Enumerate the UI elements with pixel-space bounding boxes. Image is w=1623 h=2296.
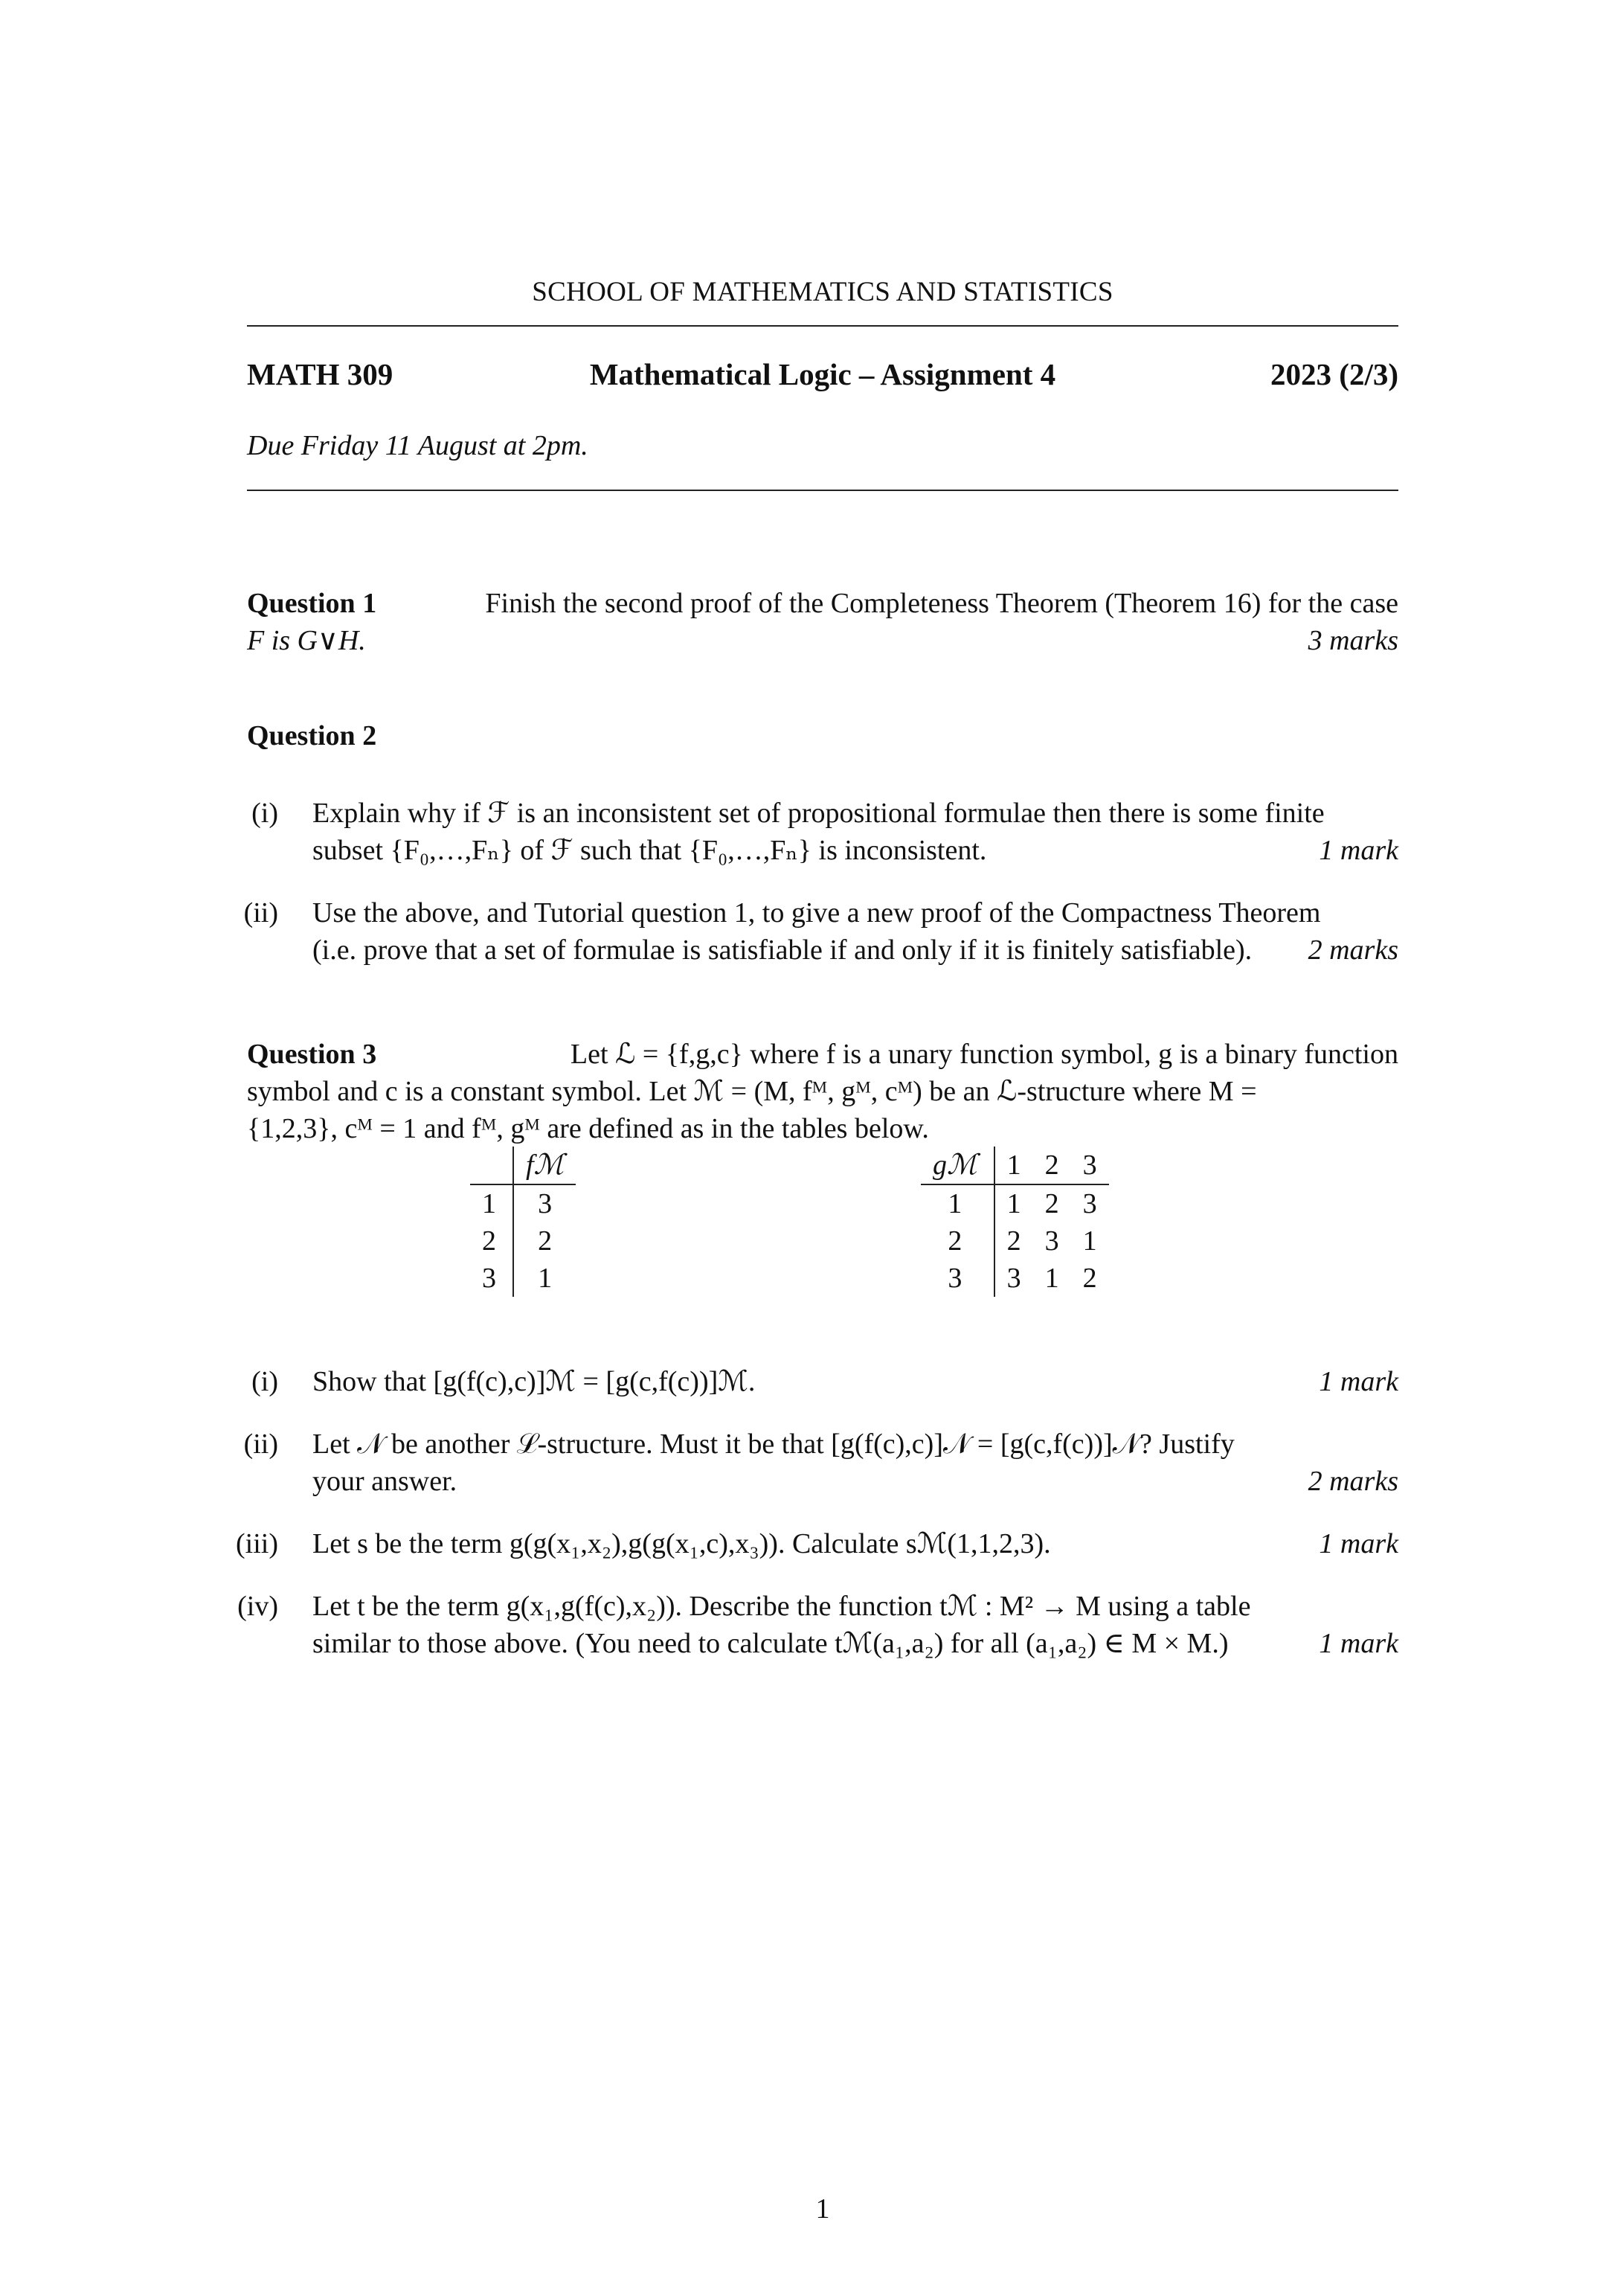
- question-3-text-line3: {1,2,3}, cᴹ = 1 and fᴹ, gᴹ are defined as in the tables below.: [247, 1113, 929, 1144]
- part-text-line2: your answer.: [312, 1466, 457, 1497]
- f-table-row: [470, 1184, 576, 1222]
- f-table-cell: 2: [470, 1222, 513, 1260]
- g-table-header-cell: 1: [994, 1147, 1033, 1184]
- g-table-cell: 3: [1082, 1188, 1097, 1219]
- f-table-header: fℳ: [513, 1147, 576, 1184]
- assignment-title: Mathematical Logic – Assignment 4: [589, 357, 1056, 391]
- g-table-row: [921, 1260, 1109, 1297]
- part-text-line1: Explain why if ℱ is an inconsistent set of propositional formulae then there is some finite: [312, 798, 1325, 829]
- part-text-line1: Let t be the term g(x₁,g(f(c),x₂)). Describe the function tℳ : M² → M using a table: [312, 1591, 1251, 1622]
- part-marks: 1 mark: [1319, 1528, 1398, 1559]
- g-table: [921, 1147, 1109, 1297]
- header-rule-bottom: [247, 490, 1398, 491]
- g-table-cell: 2: [1006, 1225, 1021, 1257]
- f-table-row: [470, 1222, 576, 1260]
- f-table-corner: [470, 1147, 513, 1184]
- g-table-row: [921, 1184, 1109, 1222]
- part-number: (ii): [243, 897, 278, 929]
- part-text-line1: Show that [g(f(c),c)]ℳ = [g(c,f(c))]ℳ.: [312, 1366, 756, 1397]
- part-marks: 1 mark: [1319, 1628, 1398, 1659]
- g-table-header-cell: gℳ: [921, 1147, 994, 1184]
- question-2: [247, 717, 1398, 754]
- question-1-marks: 3 marks: [1308, 625, 1398, 656]
- f-table-cell: 3: [538, 1188, 553, 1219]
- g-table-cell: 1: [1006, 1188, 1021, 1219]
- course-code: MATH 309: [247, 357, 393, 391]
- part-number: (iv): [237, 1591, 278, 1622]
- school-heading: SCHOOL OF MATHEMATICS AND STATISTICS: [532, 277, 1113, 307]
- f-table: [470, 1147, 576, 1297]
- g-table-header-cell: 3: [1071, 1147, 1109, 1184]
- f-table-cell: 2: [538, 1225, 553, 1257]
- part-marks: 2 marks: [1308, 934, 1398, 966]
- part-text-line1: Let 𝒩 be another ℒ-structure. Must it be that [g(f(c),c)]𝒩 = [g(c,f(c))]𝒩? Justify: [312, 1428, 1235, 1460]
- g-table-cell: 3: [921, 1260, 994, 1297]
- f-table-cell: 3: [470, 1260, 513, 1297]
- page-number: 1: [815, 2193, 830, 2225]
- part-number: (i): [251, 1366, 278, 1397]
- part-number: (ii): [243, 1428, 278, 1460]
- g-table-cell: 3: [1006, 1263, 1021, 1294]
- g-table-cell: 2: [921, 1222, 994, 1260]
- question-1-text-line2: F is G∨H.: [247, 625, 366, 656]
- g-table-cell: 1: [921, 1184, 994, 1222]
- due-date: Due Friday 11 August at 2pm.: [247, 430, 588, 461]
- g-table-cell: 1: [1044, 1263, 1059, 1294]
- part-marks: 1 mark: [1319, 1366, 1398, 1397]
- question-1: [247, 585, 1398, 659]
- term-label: 2023 (2/3): [1270, 357, 1398, 391]
- question-1-label: Question 1: [247, 588, 377, 619]
- part-number: (iii): [236, 1528, 278, 1559]
- header-rule-top: [247, 325, 1398, 327]
- g-table-row: [921, 1222, 1109, 1260]
- g-table-cell: 1: [1082, 1225, 1097, 1257]
- question-1-text-line1: Finish the second proof of the Completeness Theorem (Theorem 16) for the case: [485, 588, 1398, 619]
- g-table-cell: 2: [1044, 1188, 1059, 1219]
- question-3-text-line1: Let ℒ = {f,g,c} where f is a unary function symbol, g is a binary function: [570, 1039, 1398, 1070]
- part-text-line2: similar to those above. (You need to calculate tℳ(a₁,a₂) for all (a₁,a₂) ∈ M × M.): [312, 1628, 1229, 1659]
- part-text-line1: Use the above, and Tutorial question 1, to give a new proof of the Compactness Theorem: [312, 897, 1321, 929]
- question-3-text-line2: symbol and c is a constant symbol. Let ℳ = (M, fᴹ, gᴹ, cᴹ) be an ℒ-structure where M =: [247, 1076, 1257, 1107]
- part-marks: 2 marks: [1308, 1466, 1398, 1497]
- f-table-cell: 1: [470, 1184, 513, 1222]
- f-table-cell: 1: [538, 1263, 553, 1294]
- g-table-header-cell: 2: [1033, 1147, 1071, 1184]
- part-text-line2: subset {F₀,…,Fₙ} of ℱ such that {F₀,…,Fₙ} is inconsistent.: [312, 835, 987, 866]
- g-table-cell: 3: [1044, 1225, 1059, 1257]
- g-table-cell: 2: [1082, 1263, 1097, 1294]
- f-table-row: [470, 1260, 576, 1297]
- part-number: (i): [251, 798, 278, 829]
- part-marks: 1 mark: [1319, 835, 1398, 866]
- question-3: [247, 1036, 1398, 1147]
- question-2-label: Question 2: [247, 720, 377, 751]
- part-text-line1: Let s be the term g(g(x₁,x₂),g(g(x₁,c),x₃)). Calculate sℳ(1,1,2,3).: [312, 1528, 1051, 1559]
- part-text-line2: (i.e. prove that a set of formulae is satisfiable if and only if it is finitely satisfiable).: [312, 934, 1253, 966]
- question-3-label: Question 3: [247, 1039, 377, 1070]
